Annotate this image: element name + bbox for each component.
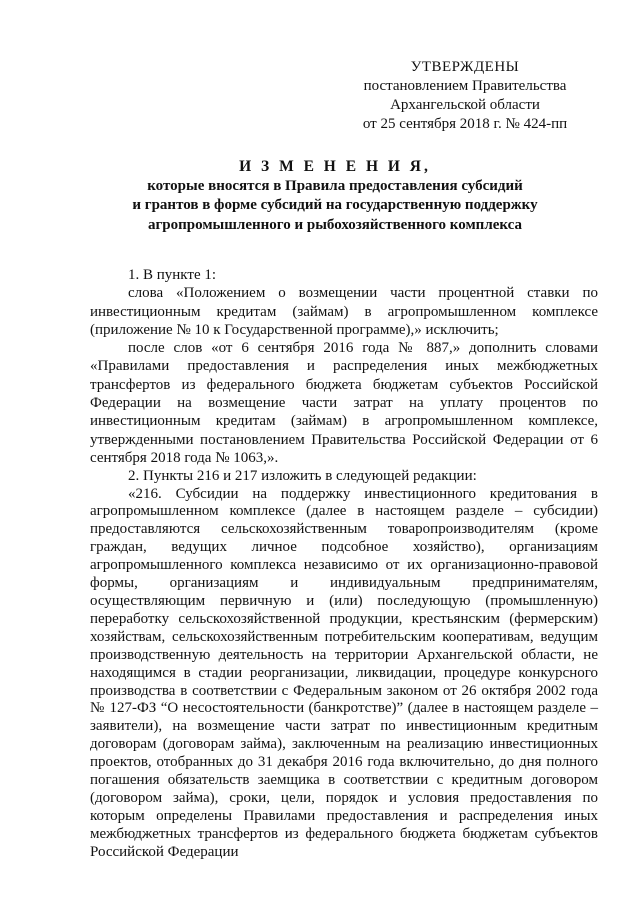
approval-line-1: постановлением Правительства bbox=[363, 78, 567, 94]
document-title bbox=[70, 157, 600, 235]
paragraph-words-added: после слов «от 6 сентября 2016 года № 887,» дополнить словами «Правилами предоставления и распределения иных межбюджетных трансфертов из федерального бюджета бюджетам субъектов Российской Федерации на возмещение части затрат на уплату процентов по инвестиционным кредитам (займам) в агропромышленном комплексе, утвержденными постановлением Правительства Российской Федерации от 6 сентября 2018 года № 1063,». bbox=[90, 340, 598, 466]
document-body bbox=[90, 266, 598, 862]
paragraph-words-excluded: слова «Положением о возмещении части процентной ставки по инвестиционным кредитам (займам) в агропромышленном комплексе (приложение № 10 к Государственной программе),» исключить; bbox=[90, 285, 598, 338]
approval-heading: УТВЕРЖДЕНЫ bbox=[410, 59, 520, 75]
title-line-1: которые вносятся в Правила предоставления субсидий bbox=[147, 177, 523, 194]
title-line-2: и грантов в форме субсидий на государственную поддержку bbox=[132, 197, 538, 213]
title-line-3: агропромышленного и рыбохозяйственного комплекса bbox=[147, 216, 523, 233]
approval-stamp bbox=[330, 58, 600, 134]
paragraph-216: «216. Субсидии на поддержку инвестиционного кредитования в агропромышленном комплексе (далее в настоящем разделе – субсидии) предоставляются сельскохозяйственным товаропроизводителям (кроме граждан, ведущих личное подсобное хозяйство), организациям агропромышленного комплекса независимо от их организационно-правовой формы, организациям и индивидуальным предпринимателям, осуществляющим первичную и (или) последующую (промышленную) переработку сельскохозяйственной продукции, крестьянским (фермерским) хозяйствам, сельскохозяйственным потребительским кооперативам, ведущим производственную деятельность на территории Архангельской области, не находящимся в стадии реорганизации, ликвидации, процедуре конкурсного производства в соответствии с Федеральным законом от 26 октября 2002 года № 127-ФЗ “О несостоятельности (банкротстве)” (далее в настоящем разделе – заявители), на возмещение части затрат по инвестиционным кредитным договорам (договорам займа), заключенным на реализацию инвестиционных проектов, отобранных до 31 декабря 2016 года включительно, до дня полного погашения обязательств заемщика в соответствии с кредитным договором (договором займа), сроки, цели, порядок и условия предоставления по которым определены Правилами предоставления и распределения иных межбюджетных трансфертов из федерального бюджета бюджетам субъектов Российской Федерации bbox=[90, 485, 598, 860]
approval-line-3: от 25 сентября 2018 г. № 424-пп bbox=[362, 116, 568, 132]
paragraph-item-2: 2. Пункты 216 и 217 изложить в следующей редакции: bbox=[128, 468, 477, 485]
paragraph-item-1: 1. В пункте 1: bbox=[128, 267, 217, 283]
approval-line-2: Архангельской области bbox=[390, 97, 540, 113]
title-heading: И З М Е Н Е Н И Я, bbox=[239, 158, 431, 175]
